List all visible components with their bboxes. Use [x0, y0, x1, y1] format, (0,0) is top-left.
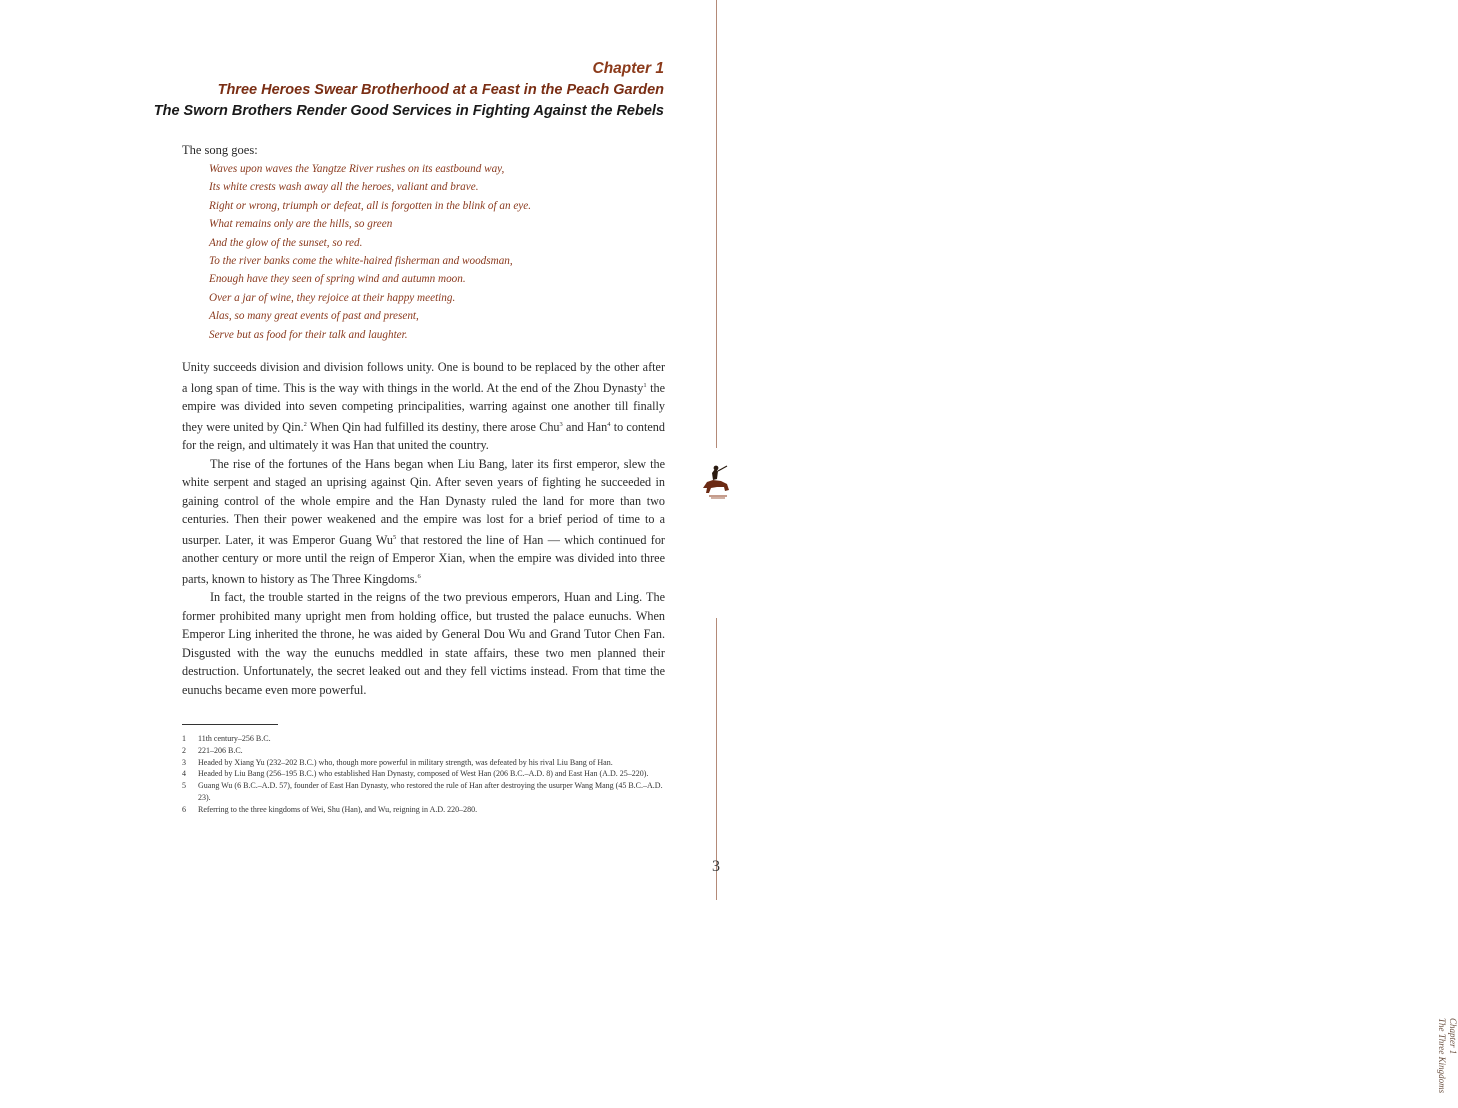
paragraph-2: The rise of the fortunes of the Hans began when Liu Bang, later its first emperor, slew the white serpent and staged an uprising against Qin. After seven years of fighting he succeeded in gaining control of the whole empire and the Han Dynasty ruled the land for more than two centuries. Then their power weakened and the empire was lost for a brief period of time to a usurper. Later, it was Emperor Guang Wu$^5$ that restored the line of Han — which continued for another century or more until the reign of Emperor Xian, when the empire was divided into three parts, known to history as The Three Kingdoms.$^6$	[182, 456, 665, 586]
song-intro: The song goes:	[182, 143, 258, 157]
poem-line: Serve but as food for their talk and laughter.	[209, 328, 408, 341]
footnote-ref: 5	[392, 533, 397, 541]
poem-line: Alas, so many great events of past and present,	[209, 310, 419, 323]
page-number: 3	[712, 858, 720, 875]
footnote-ref: 3	[559, 420, 563, 428]
poem-line: Its white crests wash away all the heroes, valiant and brave.	[209, 181, 479, 194]
running-title-book: The Three Kingdoms	[1437, 1018, 1447, 1094]
footnote: 4 Headed by Liu Bang (256–195 B.C.) who established Han Dynasty, composed of West Han (206 B.C.–A.D. 8) and East Han (A.D. 25–220).	[182, 769, 649, 779]
poem-line: To the river banks come the white-haired fisherman and woodsman,	[209, 255, 513, 268]
footnote-ref: 1	[643, 381, 647, 389]
footnote-ref: 2	[303, 420, 307, 428]
footnote: 6 Referring to the three kingdoms of Wei, Shu (Han), and Wu, reigning in A.D. 220–280.	[182, 804, 478, 814]
running-title	[736, 508, 1458, 1094]
poem-line: Waves upon waves the Yangtze River rushes on its eastbound way,	[209, 163, 505, 175]
paragraph-3: In fact, the trouble started in the reigns of the two previous emperors, Huan and Ling. The former prohibited many upright men from holding office, but trusted the palace eunuchs. When Emperor Ling inherited the throne, he was aided by General Dou Wu and Grand Tutor Chen Fan. Disgusted with the way the eunuchs meddled in state affairs, these two men planned their destruction. Unfortunately, the secret leaked out and they fell victims instead. From that time the eunuchs became even more powerful.	[182, 590, 665, 697]
footnotes	[182, 733, 668, 816]
footnote-rule	[182, 724, 278, 725]
poem-line: Enough have they seen of spring wind and autumn moon.	[209, 273, 466, 286]
footnote-ref: 4	[607, 420, 611, 428]
paragraph-1: Unity succeeds division and division follows unity. One is bound to be replaced by the other after a long span of time. This is the way with things in the world. At the end of the Zhou Dynasty$^1$ the empire was divided into seven competing principalities, warring against one another till finally they were united by Qin.$^2$ When Qin had fulfilled its destiny, there arose Chu$^3$ and Han$^4$ to contend for the reign, and ultimately it was Han that united the country.	[182, 360, 666, 452]
poem	[209, 160, 531, 344]
footnote: 3 Headed by Xiang Yu (232–202 B.C.) who, though more powerful in military strength, was defeated by his rival Liu Bang of Han.	[182, 757, 613, 767]
body-text	[182, 358, 665, 699]
chapter-subtitle-2: The Sworn Brothers Render Good Services in Fighting Against the Rebels	[153, 103, 664, 119]
footnote: 5 Guang Wu (6 B.C.–A.D. 57), founder of East Han Dynasty, who restored the rule of Han after destroying the usurper Wang Mang (45 B.C.–A.D. 23).	[182, 781, 663, 802]
running-title-chapter: Chapter 1	[1448, 1018, 1458, 1055]
footnote: 2 221–206 B.C.	[182, 745, 243, 755]
poem-line: Right or wrong, triumph or defeat, all is forgotten in the blink of an eye.	[209, 199, 532, 212]
chapter-header	[154, 58, 664, 122]
poem-line: What remains only are the hills, so green	[209, 218, 393, 231]
poem-line: Over a jar of wine, they rejoice at their happy meeting.	[209, 291, 456, 304]
footnote: 1 11th century–256 B.C.	[182, 734, 271, 743]
horseman-emblem-icon	[697, 462, 735, 500]
chapter-label: Chapter 1	[592, 60, 664, 77]
poem-line: And the glow of the sunset, so red.	[209, 236, 363, 249]
footnote-ref: 6	[417, 572, 421, 580]
chapter-subtitle-1: Three Heroes Swear Brotherhood at a Feast in the Peach Garden	[217, 82, 664, 98]
